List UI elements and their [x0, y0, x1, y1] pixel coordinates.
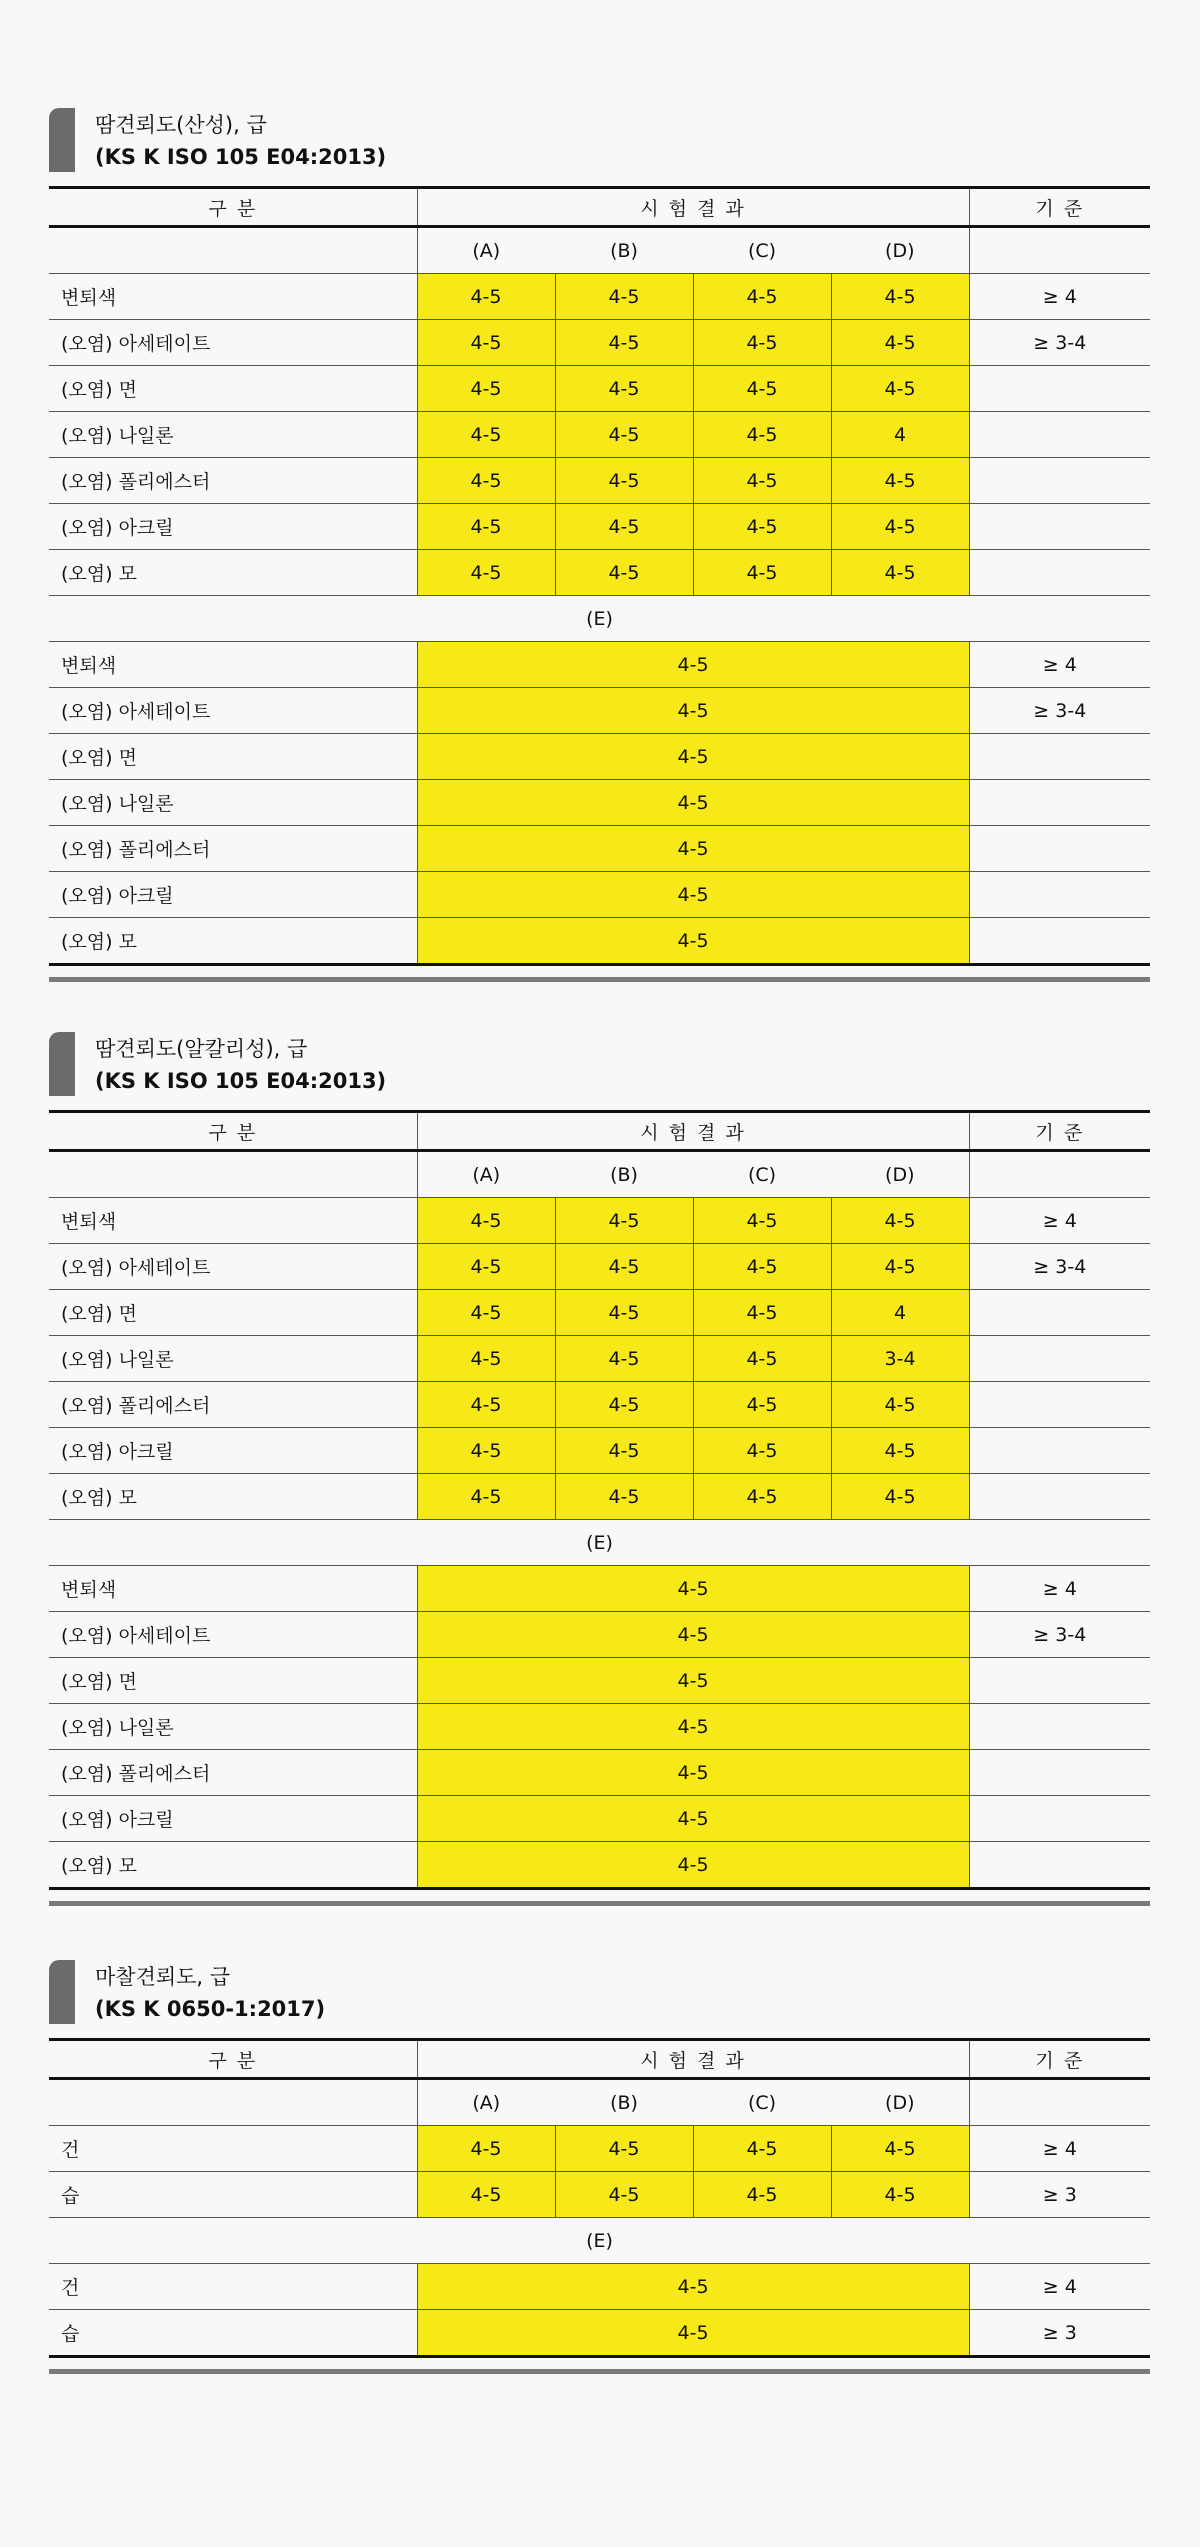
row-label: (오염) 모 [49, 918, 417, 965]
column-header-b: (B) [555, 227, 693, 274]
standard-cell [969, 826, 1150, 872]
standard-cell: ≥ 4 [969, 1198, 1150, 1244]
standard-cell [969, 412, 1150, 458]
standard-cell: ≥ 4 [969, 642, 1150, 688]
result-cell: 4-5 [831, 1382, 969, 1428]
result-cell: 4-5 [555, 320, 693, 366]
row-label: 변퇴색 [49, 1566, 417, 1612]
blank-cell [969, 227, 1150, 274]
result-cell: 4-5 [693, 320, 831, 366]
result-cell-merged: 4-5 [417, 1704, 969, 1750]
table-row [49, 2264, 1150, 2310]
result-cell: 4-5 [831, 274, 969, 320]
table-row [49, 1612, 1150, 1658]
result-cell: 4-5 [693, 550, 831, 596]
sub-header-row [49, 2079, 1150, 2126]
standard-cell [969, 458, 1150, 504]
result-cell-merged: 4-5 [417, 1796, 969, 1842]
standard-cell: ≥ 3-4 [969, 1612, 1150, 1658]
section-title: 땀견뢰도(산성), 급 [95, 113, 267, 137]
section-footer-bar [49, 1901, 1150, 1906]
header-results: 시 험 결 과 [417, 1112, 969, 1151]
result-cell: 4-5 [831, 458, 969, 504]
result-cell: 4-5 [417, 366, 555, 412]
header-standard: 기 준 [969, 1112, 1150, 1151]
result-cell: 4-5 [831, 2126, 969, 2172]
table-row [49, 320, 1150, 366]
row-label: 건 [49, 2126, 417, 2172]
standard-cell [969, 780, 1150, 826]
table-row [49, 504, 1150, 550]
result-cell: 4-5 [555, 458, 693, 504]
header-label: 구 분 [49, 1112, 417, 1151]
result-cell: 4-5 [417, 1290, 555, 1336]
row-label: (오염) 면 [49, 734, 417, 780]
result-cell: 4-5 [417, 1244, 555, 1290]
column-header-c: (C) [693, 1151, 831, 1198]
row-label: (오염) 아세테이트 [49, 688, 417, 734]
result-cell: 4 [831, 1290, 969, 1336]
result-cell: 4-5 [693, 412, 831, 458]
result-cell: 4-5 [831, 1198, 969, 1244]
result-cell: 4-5 [693, 1244, 831, 1290]
table-row [49, 780, 1150, 826]
standard-cell [969, 1336, 1150, 1382]
result-cell-merged: 4-5 [417, 734, 969, 780]
result-cell: 4-5 [693, 1336, 831, 1382]
row-label: (오염) 아세테이트 [49, 1612, 417, 1658]
result-cell-merged: 4-5 [417, 642, 969, 688]
table-row [49, 1198, 1150, 1244]
result-cell: 4-5 [417, 2172, 555, 2218]
standard-cell [969, 1474, 1150, 1520]
standard-cell: ≥ 4 [969, 2126, 1150, 2172]
table-row [49, 1842, 1150, 1889]
result-cell: 3-4 [831, 1336, 969, 1382]
table-row [49, 274, 1150, 320]
result-table [49, 1110, 1150, 1890]
row-label: (오염) 아크릴 [49, 1796, 417, 1842]
row-label: 습 [49, 2172, 417, 2218]
row-label: (오염) 나일론 [49, 1336, 417, 1382]
sub-header-row-e [49, 596, 1150, 642]
column-header-e: (E) [49, 1520, 1150, 1566]
header-row [49, 2040, 1150, 2079]
section-marker [49, 108, 75, 172]
sub-header-row-e [49, 2218, 1150, 2264]
standard-cell [969, 918, 1150, 965]
result-cell-merged: 4-5 [417, 826, 969, 872]
sub-header-row-e [49, 1520, 1150, 1566]
header-results: 시 험 결 과 [417, 2040, 969, 2079]
result-cell-merged: 4-5 [417, 2264, 969, 2310]
row-label: (오염) 폴리에스터 [49, 826, 417, 872]
standard-cell: ≥ 3-4 [969, 688, 1150, 734]
sub-header-row [49, 227, 1150, 274]
header-label: 구 분 [49, 188, 417, 227]
result-cell: 4-5 [693, 1290, 831, 1336]
table-row [49, 2310, 1150, 2357]
row-label: (오염) 아세테이트 [49, 320, 417, 366]
column-header-a: (A) [417, 1151, 555, 1198]
table-row [49, 1566, 1150, 1612]
standard-cell [969, 1704, 1150, 1750]
section-marker [49, 1960, 75, 2024]
row-label: (오염) 아크릴 [49, 1428, 417, 1474]
standard-cell [969, 366, 1150, 412]
column-header-d: (D) [831, 2079, 969, 2126]
result-cell: 4-5 [417, 1428, 555, 1474]
header-row [49, 188, 1150, 227]
result-cell-merged: 4-5 [417, 872, 969, 918]
header-row [49, 1112, 1150, 1151]
standard-cell [969, 504, 1150, 550]
blank-cell [49, 227, 417, 274]
table-row [49, 1704, 1150, 1750]
table-row [49, 1336, 1150, 1382]
section-header [49, 1032, 1150, 1100]
table-row [49, 642, 1150, 688]
standard-cell [969, 1382, 1150, 1428]
result-cell-merged: 4-5 [417, 780, 969, 826]
result-cell: 4-5 [555, 274, 693, 320]
column-header-a: (A) [417, 2079, 555, 2126]
header-results: 시 험 결 과 [417, 188, 969, 227]
result-cell-merged: 4-5 [417, 1842, 969, 1889]
result-cell: 4-5 [831, 320, 969, 366]
result-cell: 4-5 [417, 2126, 555, 2172]
standard-cell [969, 1842, 1150, 1889]
sub-header-row [49, 1151, 1150, 1198]
result-cell: 4-5 [831, 366, 969, 412]
row-label: (오염) 폴리에스터 [49, 1382, 417, 1428]
standard-cell [969, 872, 1150, 918]
result-cell: 4 [831, 412, 969, 458]
standard-cell [969, 550, 1150, 596]
blank-cell [49, 1151, 417, 1198]
result-cell: 4-5 [555, 1336, 693, 1382]
table-row [49, 1428, 1150, 1474]
spacer [49, 1100, 1150, 1110]
row-label: (오염) 나일론 [49, 780, 417, 826]
spacer [49, 2028, 1150, 2038]
header-standard: 기 준 [969, 2040, 1150, 2079]
fastness-section [49, 108, 1150, 982]
section-standard-ref: (KS K ISO 105 E04:2013) [95, 1069, 387, 1093]
result-cell: 4-5 [417, 504, 555, 550]
table-row [49, 826, 1150, 872]
row-label: 습 [49, 2310, 417, 2357]
table-row [49, 688, 1150, 734]
result-table [49, 186, 1150, 966]
table-row [49, 918, 1150, 965]
table-row [49, 1658, 1150, 1704]
row-label: 건 [49, 2264, 417, 2310]
table-row [49, 1382, 1150, 1428]
result-cell: 4-5 [693, 1198, 831, 1244]
result-cell: 4-5 [693, 504, 831, 550]
standard-cell: ≥ 3 [969, 2172, 1150, 2218]
table-row [49, 412, 1150, 458]
section-title: 마찰견뢰도, 급 [95, 1965, 231, 1989]
blank-cell [969, 1151, 1150, 1198]
table-row [49, 550, 1150, 596]
table-row [49, 2126, 1150, 2172]
result-cell: 4-5 [417, 550, 555, 596]
row-label: (오염) 면 [49, 1290, 417, 1336]
result-cell-merged: 4-5 [417, 1750, 969, 1796]
table-row [49, 734, 1150, 780]
row-label: (오염) 면 [49, 366, 417, 412]
section-footer-bar [49, 2369, 1150, 2374]
row-label: (오염) 아크릴 [49, 504, 417, 550]
row-label: 변퇴색 [49, 274, 417, 320]
row-label: (오염) 폴리에스터 [49, 458, 417, 504]
result-cell: 4-5 [417, 458, 555, 504]
result-cell: 4-5 [831, 550, 969, 596]
result-cell: 4-5 [417, 1474, 555, 1520]
row-label: (오염) 모 [49, 1474, 417, 1520]
result-cell-merged: 4-5 [417, 1612, 969, 1658]
result-cell: 4-5 [831, 2172, 969, 2218]
blank-cell [969, 2079, 1150, 2126]
result-cell: 4-5 [831, 1474, 969, 1520]
result-cell: 4-5 [831, 1428, 969, 1474]
row-label: (오염) 모 [49, 550, 417, 596]
row-label: (오염) 아세테이트 [49, 1244, 417, 1290]
section-title: 땀견뢰도(알칼리성), 급 [95, 1037, 308, 1061]
result-table [49, 2038, 1150, 2358]
standard-cell: ≥ 3-4 [969, 320, 1150, 366]
row-label: (오염) 아크릴 [49, 872, 417, 918]
result-cell-merged: 4-5 [417, 918, 969, 965]
table-row [49, 2172, 1150, 2218]
result-cell: 4-5 [555, 504, 693, 550]
header-standard: 기 준 [969, 188, 1150, 227]
column-header-b: (B) [555, 2079, 693, 2126]
result-cell: 4-5 [693, 1428, 831, 1474]
standard-cell [969, 1658, 1150, 1704]
spacer [49, 176, 1150, 186]
table-row [49, 366, 1150, 412]
result-cell: 4-5 [417, 1382, 555, 1428]
section-standard-ref: (KS K ISO 105 E04:2013) [95, 145, 387, 169]
result-cell: 4-5 [555, 1290, 693, 1336]
result-cell: 4-5 [555, 412, 693, 458]
section-marker [49, 1032, 75, 1096]
section-footer-bar [49, 977, 1150, 982]
column-header-e: (E) [49, 596, 1150, 642]
column-header-c: (C) [693, 227, 831, 274]
fastness-section [49, 1032, 1150, 1906]
fastness-section [49, 1960, 1150, 2374]
result-cell: 4-5 [693, 274, 831, 320]
result-cell: 4-5 [555, 550, 693, 596]
result-cell: 4-5 [693, 458, 831, 504]
table-row [49, 1796, 1150, 1842]
result-cell: 4-5 [555, 2126, 693, 2172]
section-standard-ref: (KS K 0650-1:2017) [95, 1997, 326, 2021]
standard-cell [969, 1796, 1150, 1842]
result-cell: 4-5 [693, 2172, 831, 2218]
row-label: (오염) 모 [49, 1842, 417, 1889]
result-cell: 4-5 [831, 1244, 969, 1290]
result-cell: 4-5 [555, 1244, 693, 1290]
result-cell: 4-5 [555, 1382, 693, 1428]
result-cell: 4-5 [693, 366, 831, 412]
standard-cell: ≥ 3 [969, 2310, 1150, 2357]
column-header-d: (D) [831, 227, 969, 274]
result-cell: 4-5 [417, 274, 555, 320]
result-cell: 4-5 [693, 2126, 831, 2172]
standard-cell [969, 734, 1150, 780]
result-cell: 4-5 [417, 1198, 555, 1244]
standard-cell: ≥ 4 [969, 2264, 1150, 2310]
standard-cell: ≥ 3-4 [969, 1244, 1150, 1290]
standard-cell: ≥ 4 [969, 274, 1150, 320]
result-cell: 4-5 [555, 1428, 693, 1474]
table-row [49, 872, 1150, 918]
result-cell: 4-5 [555, 2172, 693, 2218]
table-row [49, 1244, 1150, 1290]
table-row [49, 1474, 1150, 1520]
result-cell: 4-5 [417, 1336, 555, 1382]
result-cell-merged: 4-5 [417, 688, 969, 734]
result-cell: 4-5 [693, 1474, 831, 1520]
section-header [49, 108, 1150, 176]
result-cell-merged: 4-5 [417, 1566, 969, 1612]
section-header [49, 1960, 1150, 2028]
blank-cell [49, 2079, 417, 2126]
column-header-d: (D) [831, 1151, 969, 1198]
column-header-b: (B) [555, 1151, 693, 1198]
column-header-e: (E) [49, 2218, 1150, 2264]
result-cell: 4-5 [693, 1382, 831, 1428]
row-label: (오염) 면 [49, 1658, 417, 1704]
result-cell: 4-5 [555, 366, 693, 412]
column-header-a: (A) [417, 227, 555, 274]
table-row [49, 1290, 1150, 1336]
row-label: (오염) 나일론 [49, 1704, 417, 1750]
standard-cell [969, 1750, 1150, 1796]
standard-cell: ≥ 4 [969, 1566, 1150, 1612]
header-label: 구 분 [49, 2040, 417, 2079]
table-row [49, 458, 1150, 504]
standard-cell [969, 1428, 1150, 1474]
result-cell: 4-5 [417, 320, 555, 366]
result-cell: 4-5 [831, 504, 969, 550]
result-cell-merged: 4-5 [417, 2310, 969, 2357]
result-cell: 4-5 [417, 412, 555, 458]
row-label: 변퇴색 [49, 642, 417, 688]
result-cell: 4-5 [555, 1198, 693, 1244]
column-header-c: (C) [693, 2079, 831, 2126]
result-cell: 4-5 [555, 1474, 693, 1520]
result-cell-merged: 4-5 [417, 1658, 969, 1704]
row-label: (오염) 나일론 [49, 412, 417, 458]
standard-cell [969, 1290, 1150, 1336]
row-label: (오염) 폴리에스터 [49, 1750, 417, 1796]
table-row [49, 1750, 1150, 1796]
row-label: 변퇴색 [49, 1198, 417, 1244]
